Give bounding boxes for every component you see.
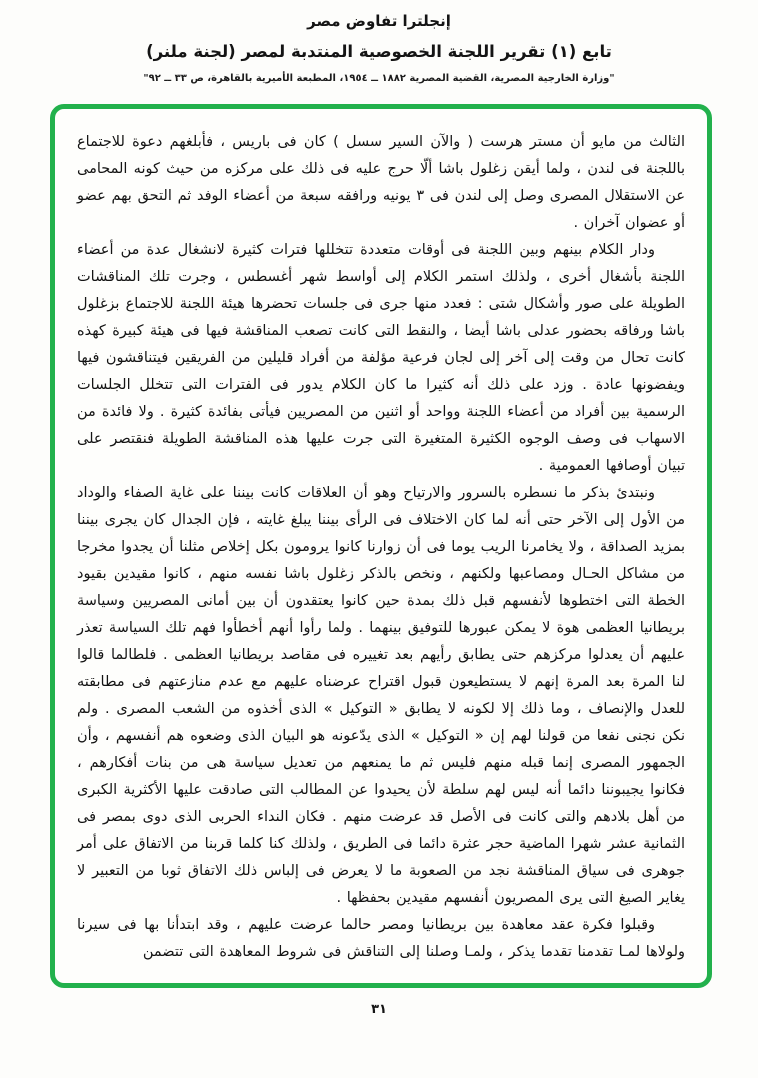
paragraph: وقبلوا فكرة عقد معاهدة بين بريطانيا ومصر حالما عرضت عليهم ، وقد ابتدأنا بها فى سيرنا ولولاها لمـا تقدمنا تقدما يذكر ، ولمـا وصلنا إلى التناقش فى شروط المعاهدة التى تتضمن [77, 917, 685, 960]
paragraph: الثالث من مايو أن مستر هرست ( والآن السير سسل ) كان فى باريس ، فأبلغهم دعوة للاجتماع باللجنة فى لندن ، ولما أيقن زغلول باشا ألّا حرج عليه فى ذلك على مركزه من حيث كونه المحامى عن الاستقلال المصرى وصل إلى لندن فى ٣ يونيه ورافقه سبعة من أعضاء الوفد ثم التحق بهم عضو أو عضوان آخران . [77, 134, 686, 231]
header-title: إنجلترا تفاوض مصر [307, 12, 451, 30]
green-text-frame [50, 104, 712, 988]
paragraph: ودار الكلام بينهم وبين اللجنة فى أوقات متعددة تتخللها فترات كثيرة لانشغال عدة من أعضاء اللجنة بأشغال أخرى ، ولذلك استمر الكلام إلى أواسط شهر أغسطس ، وجرت تلك المناقشات الطويلة على صور وأشكال شتى : فعدد منها جرى فى جلسات تحضرها هيئة اللجنة للاجتماع بزغلول باشا ورفاقه بحضور عدلى باشا أيضا ، والنقط التى كانت تصعب المناقشة فيها فى هيئة كبيرة كهذه كانت تحال من وقت إلى آخر إلى لجان فرعية مؤلفة من أفراد قليلين من الفريقين فيتناقشون فيها ويفضونها عادة . وزد على ذلك أنه كثيرا ما كان الكلام يدور فى الفترات التى تتخلل الجلسات الرسمية بين أفراد من أعضاء اللجنة وواحد أو اثنين من المصريين فيأتى بفائدة كثيرة . ولا فائدة من الاسهاب فى وصف الوجوه الكثيرة المتغيرة التى جرت عليها هذه المناقشة الطويلة فنقتصر على تبيان أوصافها العمومية . [77, 242, 685, 474]
page-number: ٣١ [371, 1002, 387, 1017]
page-header [0, 10, 758, 84]
header-source-citation: "وزارة الخارجية المصرية، القضية المصرية ١٨٨٢ ــ ١٩٥٤، المطبعة الأميرية بالقاهرة، ص ٣٣ ــ ٩٢" [143, 72, 615, 84]
header-subtitle: تابع (١) تقرير اللجنة الخصوصية المنتدبة لمصر (لجنة ملنر) [146, 41, 612, 61]
paragraph: ونبتدئ بذكر ما نسطره بالسرور والارتياح وهو أن العلاقات كانت بيننا على غاية الصفاء والوداد من الأول إلى الآخر حتى أنه لما كان الاختلاف فى الرأى بيننا يبلغ غايته ، فإن الجدال كان يجرى بيننا بمزيد الصداقة ، ولا يخامرنا الريب يوما فى أن زوارنا كانوا يرومون بكل إخلاص مثلنا أن يجدوا مخرجا من مشاكل الحـال ومصاعبها ولكنهم ، ونخص بالذكر زغلول باشا نفسه منهم ، كانوا مقيدين بقيود الخطة التى اختطوها لأنفسهم قبل ذلك بمدة حين كانوا يعتقدون أن بين أمانى المصريين وسياسة بريطانيا العظمى هوة لا يمكن عبورها للتوفيق بينهما . ولما رأوا أنهم أخطأوا فهم تلك السياسة تعذر عليهم أن يعدلوا مركزهم حتى يطابق رأيهم بعد تغييره فى مقاصد بريطانيا العظمى . فلطالما قالوا لنا المرة بعد المرة إنهم لا يستطيعون قبول اقتراح عرضناه عليهم مع عدم منازعتهم فى مطابقته للعدل والإنصاف ، وما ذلك إلا لكونه لا يطابق « التوكيل » الذى أخذوه من الشعب المصرى . ولم نكن نجنى نفعا من قولنا لهم إن « التوكيل » الذى يدّعونه هو البيان الذى وضعوه هم أنفسهم ، وأن الجمهور المصرى إنما قبله منهم فليس ثم ما يمنعهم من تعديل سياسة هى من بنات أفكارهم ، فكانوا يجيبوننا دائما أنه ليس لهم سلطة لأن يحيدوا عن المطالب التى صادقت عليها الأكثرية الكبرى من أهل بلادهم والتى كانت فى الأصل قد عرضت منهم . فكان النداء الحربى الذى دوى بمصر فى الثمانية عشر شهرا الماضية حجر عثرة دائما فى الطريق ، ولذلك كنا كلما قربنا من الاتفاق على أمر جوهرى فى سياق المناقشة نجد من الصعوبة ما لا يعرض فى إلباس ذلك الاتفاق ثوبا من التعبير لا يغاير الصيغ التى يرى المصريون أنفسهم مقيدين بحفظها . [77, 485, 685, 906]
